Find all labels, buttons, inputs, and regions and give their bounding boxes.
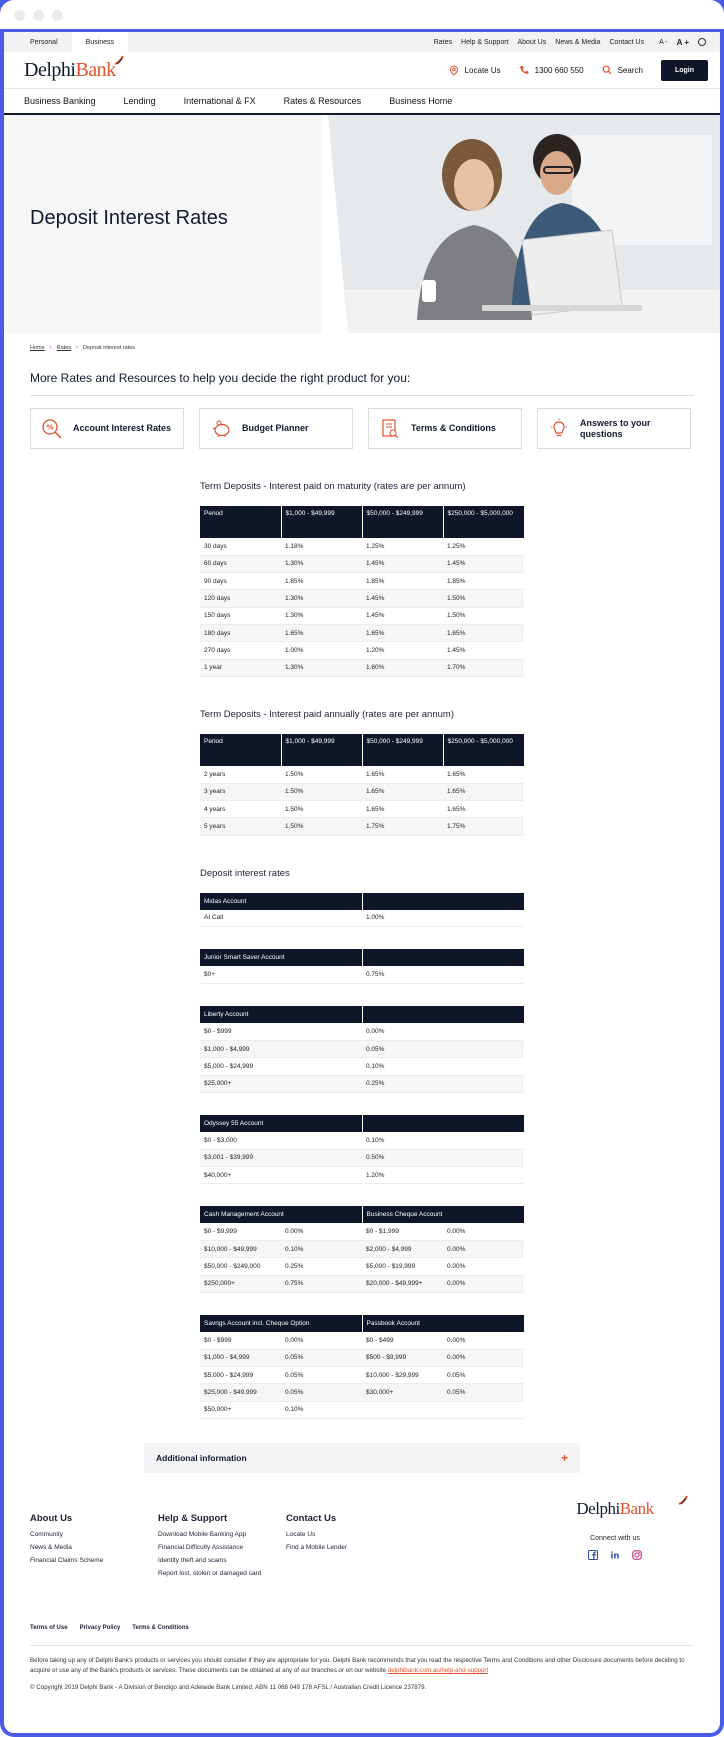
empty-header [362,1115,524,1132]
plus-icon[interactable]: + [560,1450,568,1465]
cash-cheque-body [200,1223,524,1292]
table-row [200,538,524,555]
table-cell: 1.65% [362,800,443,817]
table-cell: 0.10% [281,1241,362,1258]
hero-photo [322,115,720,333]
logo-swoosh-icon [678,1495,688,1505]
footer-link-news[interactable]: News & Media [30,1543,72,1551]
table-header-row [200,893,524,910]
table-cell: $0 - $3,000 [200,1132,362,1149]
table-spacer [200,927,524,949]
table-cell: $25,000+ [200,1075,362,1092]
table-cell: 2 years [200,766,281,783]
table-cell: 270 days [200,642,281,659]
table-cell: 0.75% [281,1275,362,1292]
odyssey-body [200,1132,524,1184]
table-row [200,1349,524,1366]
table-cell: $5,000 - $24,999 [200,1367,281,1384]
table-row [200,1040,524,1057]
table-cell: $50,000 - $249,000 [200,1258,281,1275]
window-dot-minimize[interactable] [33,10,44,21]
table-row [200,1149,524,1166]
footer-heading: Help & Support [158,1512,228,1524]
globe-icon[interactable] [698,38,706,46]
site-header [4,52,720,89]
table-cell: 1.30% [281,590,362,607]
table-cell: At Call [200,910,362,927]
additional-info-accordion[interactable] [144,1443,580,1473]
table-cell: 3 years [200,783,281,800]
table-row [200,659,524,676]
account-title: Savngs Account incl. Cheque Option [200,1315,362,1332]
chevron-right-icon: › [76,345,79,351]
footer-link-download-app[interactable]: Download Mobile Banking App [158,1530,247,1538]
util-link-about[interactable]: About Us [517,38,547,46]
table-cell: 1.45% [362,607,443,624]
table-cell: 0.00% [281,1223,362,1240]
table-cell: $50,000+ [200,1401,281,1418]
table-header-row [200,949,524,966]
table-cell: $1,000 - $4,999 [200,1349,281,1366]
table-spacer [200,1093,524,1115]
table-cell: 1.50% [443,607,524,624]
table-cell: 1.20% [362,1166,524,1183]
table-cell: $10,000 - $29,999 [362,1367,443,1384]
table-cell: 1.65% [281,624,362,641]
junior-table [200,949,524,984]
table-row [200,1258,524,1275]
term-annual-section [200,709,524,836]
cash-cheque-table [200,1206,524,1293]
table-row [200,910,524,927]
locate-us-link[interactable] [449,65,501,76]
breadcrumb [4,333,720,351]
table-cell: 1.50% [281,766,362,783]
account-title: Liberty Account [200,1006,362,1023]
table-header-row [200,734,524,766]
footer [4,1498,720,1583]
table-row [200,1023,524,1040]
disclaimer [30,1656,694,1676]
column-header: $50,000 - $249,999 [362,734,443,766]
table-row [200,607,524,624]
table-header-row [200,506,524,538]
footer-link-fcs[interactable]: Financial Claims Scheme [30,1556,104,1564]
table-header-row [200,1206,524,1223]
card-label: Terms & Conditions [411,423,496,434]
account-title: Cash Management Account [200,1206,362,1223]
term-annual-table [200,734,524,836]
table-cell: 0.10% [362,1058,524,1075]
segment-business[interactable]: Business [72,32,128,52]
table-cell: 0.00% [443,1223,524,1240]
table-cell: 0.05% [281,1367,362,1384]
facebook-icon[interactable] [588,1550,598,1560]
table-cell: 0.00% [443,1349,524,1366]
table-cell: 1.18% [281,538,362,555]
midas-body [200,910,524,927]
table-row [200,1132,524,1149]
table-cell: 1.45% [443,642,524,659]
table-cell: 1.00% [362,910,524,927]
table-cell: $1,000 - $4,999 [200,1040,362,1057]
hero-banner [4,115,720,333]
logo-text-delphi: Delphi [576,1498,620,1518]
empty-header [362,893,524,910]
table-cell: $0 - $999 [200,1023,362,1040]
account-title: Odyssey 55 Account [200,1115,362,1132]
segment-personal[interactable]: Personal [30,38,58,46]
table-cell: 1.85% [443,573,524,590]
column-header: $50,000 - $249,999 [362,506,443,538]
table-cell: $2,000 - $4,999 [362,1241,443,1258]
table-cell: $0 - $499 [362,1332,443,1349]
empty-header [362,1006,524,1023]
table-cell: 1.50% [443,590,524,607]
nav-business-banking[interactable]: Business Banking [24,96,96,106]
table-cell: 0.05% [443,1367,524,1384]
table-cell: 30 days [200,538,281,555]
table-cell: 1.75% [362,818,443,835]
legal-link-terms-conditions[interactable]: Terms & Conditions [132,1624,189,1631]
footer-help [158,1513,286,1583]
table-cell: $40,000+ [200,1166,362,1183]
table-cell: 1.25% [443,538,524,555]
column-header: $1,000 - $49,999 [281,506,362,538]
window-dot-maximize[interactable] [52,10,63,21]
table-cell: 1.75% [443,818,524,835]
table-cell: 1.65% [362,783,443,800]
table-row [200,555,524,572]
table-cell: 0.00% [443,1332,524,1349]
deposit-caption: Deposit interest rates [200,867,290,879]
util-link-contact[interactable]: Contact Us [609,38,645,46]
table-cell: 0.00% [443,1241,524,1258]
table-cell: $3,001 - $39,999 [200,1149,362,1166]
table-cell: 1.70% [443,659,524,676]
table-cell: 180 days [200,624,281,641]
logo-text-bank: Bank [75,58,116,81]
table-cell: $30,000+ [362,1384,443,1401]
social-links [550,1550,680,1560]
page [4,32,720,1733]
table-cell: 120 days [200,590,281,607]
utility-bar [4,32,720,52]
copyright: © Copyright 2019 Delphi Bank - A Division of Bendigo and Adelaide Bank Limited, ABN 11 068 049 178 AFSL / Australian Credit Licence 237879. [30,1683,427,1691]
liberty-table [200,1006,524,1093]
disclaimer-text: Before taking up any of Delphi Bank's products or services you should consider if they are appropriate for you. Delphi Bank recommends that you read the respective Terms and Conditions and other Disclosure documents before deciding to acquire or use any of the Bank's products or services. These documents can be obtained at any of our branches or on our website [30,1656,685,1674]
table-cell: $500 - $9,999 [362,1349,443,1366]
footer-about [30,1513,158,1583]
table-cell: 0.00% [443,1258,524,1275]
term-maturity-section [200,481,524,677]
util-link-news[interactable]: News & Media [555,38,601,46]
table-cell: 1.30% [281,659,362,676]
table-cell: 0.05% [443,1384,524,1401]
table-cell: 1.65% [443,624,524,641]
table-cell: 5 years [200,818,281,835]
table-cell: 1.65% [443,783,524,800]
table-row [200,818,524,835]
card-label: Budget Planner [242,423,309,434]
term-maturity-caption: Term Deposits - Interest paid on maturity (rates are per annum) [200,481,466,492]
table-cell: 1.00% [281,642,362,659]
table-cell: 0.25% [281,1258,362,1275]
table-cell: 4 years [200,800,281,817]
search-icon [602,65,612,75]
table-cell: $5,000 - $24,999 [200,1058,362,1075]
table-row [200,1332,524,1349]
account-title: Business Cheque Account [362,1206,524,1223]
table-cell: 0.00% [443,1275,524,1292]
table-cell [362,1401,443,1418]
table-cell: $0 - $999 [200,1332,281,1349]
table-cell: 1 year [200,659,281,676]
table-cell: $0+ [200,966,362,983]
table-row [200,624,524,641]
table-cell: $0 - $1,999 [362,1223,443,1240]
card-budget-planner[interactable] [199,408,353,449]
table-row [200,1401,524,1418]
liberty-body [200,1023,524,1092]
legal-link-terms-of-use[interactable]: Terms of Use [30,1624,68,1631]
column-header: $1,000 - $49,999 [281,734,362,766]
table-header-row [200,1315,524,1332]
savings-passbook-body [200,1332,524,1418]
savings-passbook-table [200,1315,524,1419]
table-row [200,1384,524,1401]
footer-link-locate[interactable]: Locate Us [286,1530,316,1538]
lightbulb-icon [548,418,570,440]
breadcrumb-current: Deposit interest rates [83,345,136,351]
breadcrumb-home[interactable]: Home [30,345,45,351]
hero-photo-illustration [322,115,720,333]
column-header: $250,000 - $5,000,000 [443,506,524,538]
search-link[interactable] [602,65,643,75]
footer-brand [550,1499,680,1560]
table-cell: $10,000 - $49,999 [200,1241,281,1258]
table-cell: 1.65% [362,766,443,783]
additional-info-label: Additional information [156,1452,247,1463]
login-button[interactable]: Login [661,60,708,81]
location-pin-icon [449,65,459,76]
table-cell: 1.60% [362,659,443,676]
table-cell: 1.85% [362,573,443,590]
footer-link-identity-theft[interactable]: Identity theft and scams [158,1556,227,1564]
nav-business-home[interactable]: Business Home [389,96,453,106]
delphi-bank-logo[interactable] [24,59,116,82]
term-annual-body [200,766,524,835]
table-cell: 0.25% [362,1075,524,1092]
font-increase-button[interactable]: A + [676,37,689,47]
resource-cards [30,408,694,449]
term-maturity-body [200,538,524,676]
phone-link[interactable] [519,65,584,75]
percent-magnifier-icon [41,418,63,440]
table-cell: 1.45% [362,555,443,572]
column-header: $250,000 - $5,000,000 [443,734,524,766]
table-cell: 60 days [200,555,281,572]
footer-contact [286,1513,414,1583]
table-row [200,783,524,800]
table-cell: 90 days [200,573,281,590]
table-cell: 1.85% [281,573,362,590]
util-link-help[interactable]: Help & Support [461,38,509,46]
footer-heading: Contact Us [286,1512,337,1524]
account-title: Junior Smart Saver Account [200,949,362,966]
search-label: Search [617,65,643,75]
breadcrumb-rates[interactable]: Rates [56,345,72,351]
table-header-row [200,1006,524,1023]
table-row [200,800,524,817]
junior-body [200,966,524,983]
page-title: Deposit Interest Rates [30,207,228,229]
document-search-icon [379,418,401,440]
table-row [200,766,524,783]
svg-text:in: in [610,1551,620,1560]
card-label: Account Interest Rates [73,423,172,434]
table-cell: 150 days [200,607,281,624]
footer-link-community[interactable]: Community [30,1530,63,1538]
table-row [200,1223,524,1240]
table-cell: 1.50% [281,783,362,800]
table-cell: $5,000 - $19,999 [362,1258,443,1275]
footer-link-mobile-lender[interactable]: Find a Mobile Lender [286,1543,348,1551]
table-row [200,1367,524,1384]
disclaimer-link[interactable]: delphibank.com.au/help-and-support [387,1666,489,1674]
table-cell: 1.25% [362,538,443,555]
table-row [200,1058,524,1075]
term-annual-caption: Term Deposits - Interest paid annually (rates are per annum) [200,708,454,720]
table-row [200,1275,524,1292]
card-account-interest-rates[interactable] [30,408,184,449]
logo-text-bank: Bank [619,1498,654,1518]
odyssey-table [200,1115,524,1184]
account-title: Passbook Account [362,1315,524,1332]
table-cell: 1.45% [443,555,524,572]
main-nav [4,89,720,115]
legal-link-privacy[interactable]: Privacy Policy [79,1624,121,1631]
table-row [200,590,524,607]
card-label: Answers to your questions [580,417,651,439]
linkedin-icon[interactable] [610,1550,620,1560]
table-cell: 1.30% [281,607,362,624]
table-cell: 0.00% [281,1332,362,1349]
table-row [200,1241,524,1258]
table-spacer [200,1184,524,1206]
term-maturity-table [200,506,524,677]
footer-link-financial-difficulty[interactable]: Financial Difficulty Assistance [158,1543,244,1551]
table-cell: 0.75% [362,966,524,983]
chevron-right-icon: › [49,345,52,351]
table-cell: 0.05% [281,1349,362,1366]
table-cell: 1.50% [281,818,362,835]
nav-international-fx[interactable]: International & FX [183,96,256,106]
connect-label: Connect with us [590,1534,640,1542]
instagram-icon[interactable] [632,1550,642,1560]
footer-heading: About Us [30,1512,73,1524]
table-row [200,573,524,590]
nav-rates-resources[interactable]: Rates & Resources [283,96,362,106]
window-chrome [0,0,724,32]
table-cell: $25,000 - $49,999 [200,1384,281,1401]
table-cell: 1.50% [281,800,362,817]
column-header: Period [200,734,281,766]
table-header-row [200,1115,524,1132]
deposit-section [200,868,524,1419]
table-cell: 0.10% [362,1132,524,1149]
table-cell: 1.20% [362,642,443,659]
table-cell: $0 - $9,999 [200,1223,281,1240]
legal-links [30,1625,694,1646]
account-title: Midas Account [200,893,362,910]
table-cell [443,1401,524,1418]
empty-header [362,949,524,966]
table-row [200,642,524,659]
table-cell: 0.00% [362,1023,524,1040]
table-cell: 0.05% [281,1384,362,1401]
table-cell: 1.65% [443,766,524,783]
table-cell: 0.10% [281,1401,362,1418]
table-cell: 1.30% [281,555,362,572]
card-answers-questions[interactable] [537,408,691,449]
window-dot-close[interactable] [14,10,25,21]
midas-table [200,893,524,928]
footer-link-report-card[interactable]: Report lost, stolen or damaged card [158,1569,262,1577]
table-cell: 0.50% [362,1149,524,1166]
nav-lending[interactable]: Lending [123,96,156,106]
locate-us-label: Locate Us [464,65,501,75]
logo-text-delphi: Delphi [24,58,76,81]
table-row [200,1075,524,1092]
column-header: Period [200,506,281,538]
table-spacer [200,984,524,1006]
font-decrease-button[interactable]: A - [659,38,668,46]
table-cell: 1.45% [362,590,443,607]
util-link-rates[interactable]: Rates [433,38,453,46]
table-cell: 1.65% [362,624,443,641]
table-row [200,1166,524,1183]
footer-logo[interactable] [550,1499,680,1519]
table-cell: 1.65% [443,800,524,817]
phone-icon [519,65,529,75]
piggy-bank-icon [210,418,232,440]
table-row [200,966,524,983]
svg-text:%: % [46,423,54,431]
logo-swoosh-icon [114,55,124,65]
card-terms-conditions[interactable] [368,408,522,449]
table-cell: 0.05% [362,1040,524,1057]
table-spacer [200,1293,524,1315]
table-cell: $20,000 - $49,999+ [362,1275,443,1292]
resources-heading: More Rates and Resources to help you decide the right product for you: [30,371,694,396]
table-cell: $250,000+ [200,1275,281,1292]
phone-number: 1300 660 550 [534,65,584,75]
